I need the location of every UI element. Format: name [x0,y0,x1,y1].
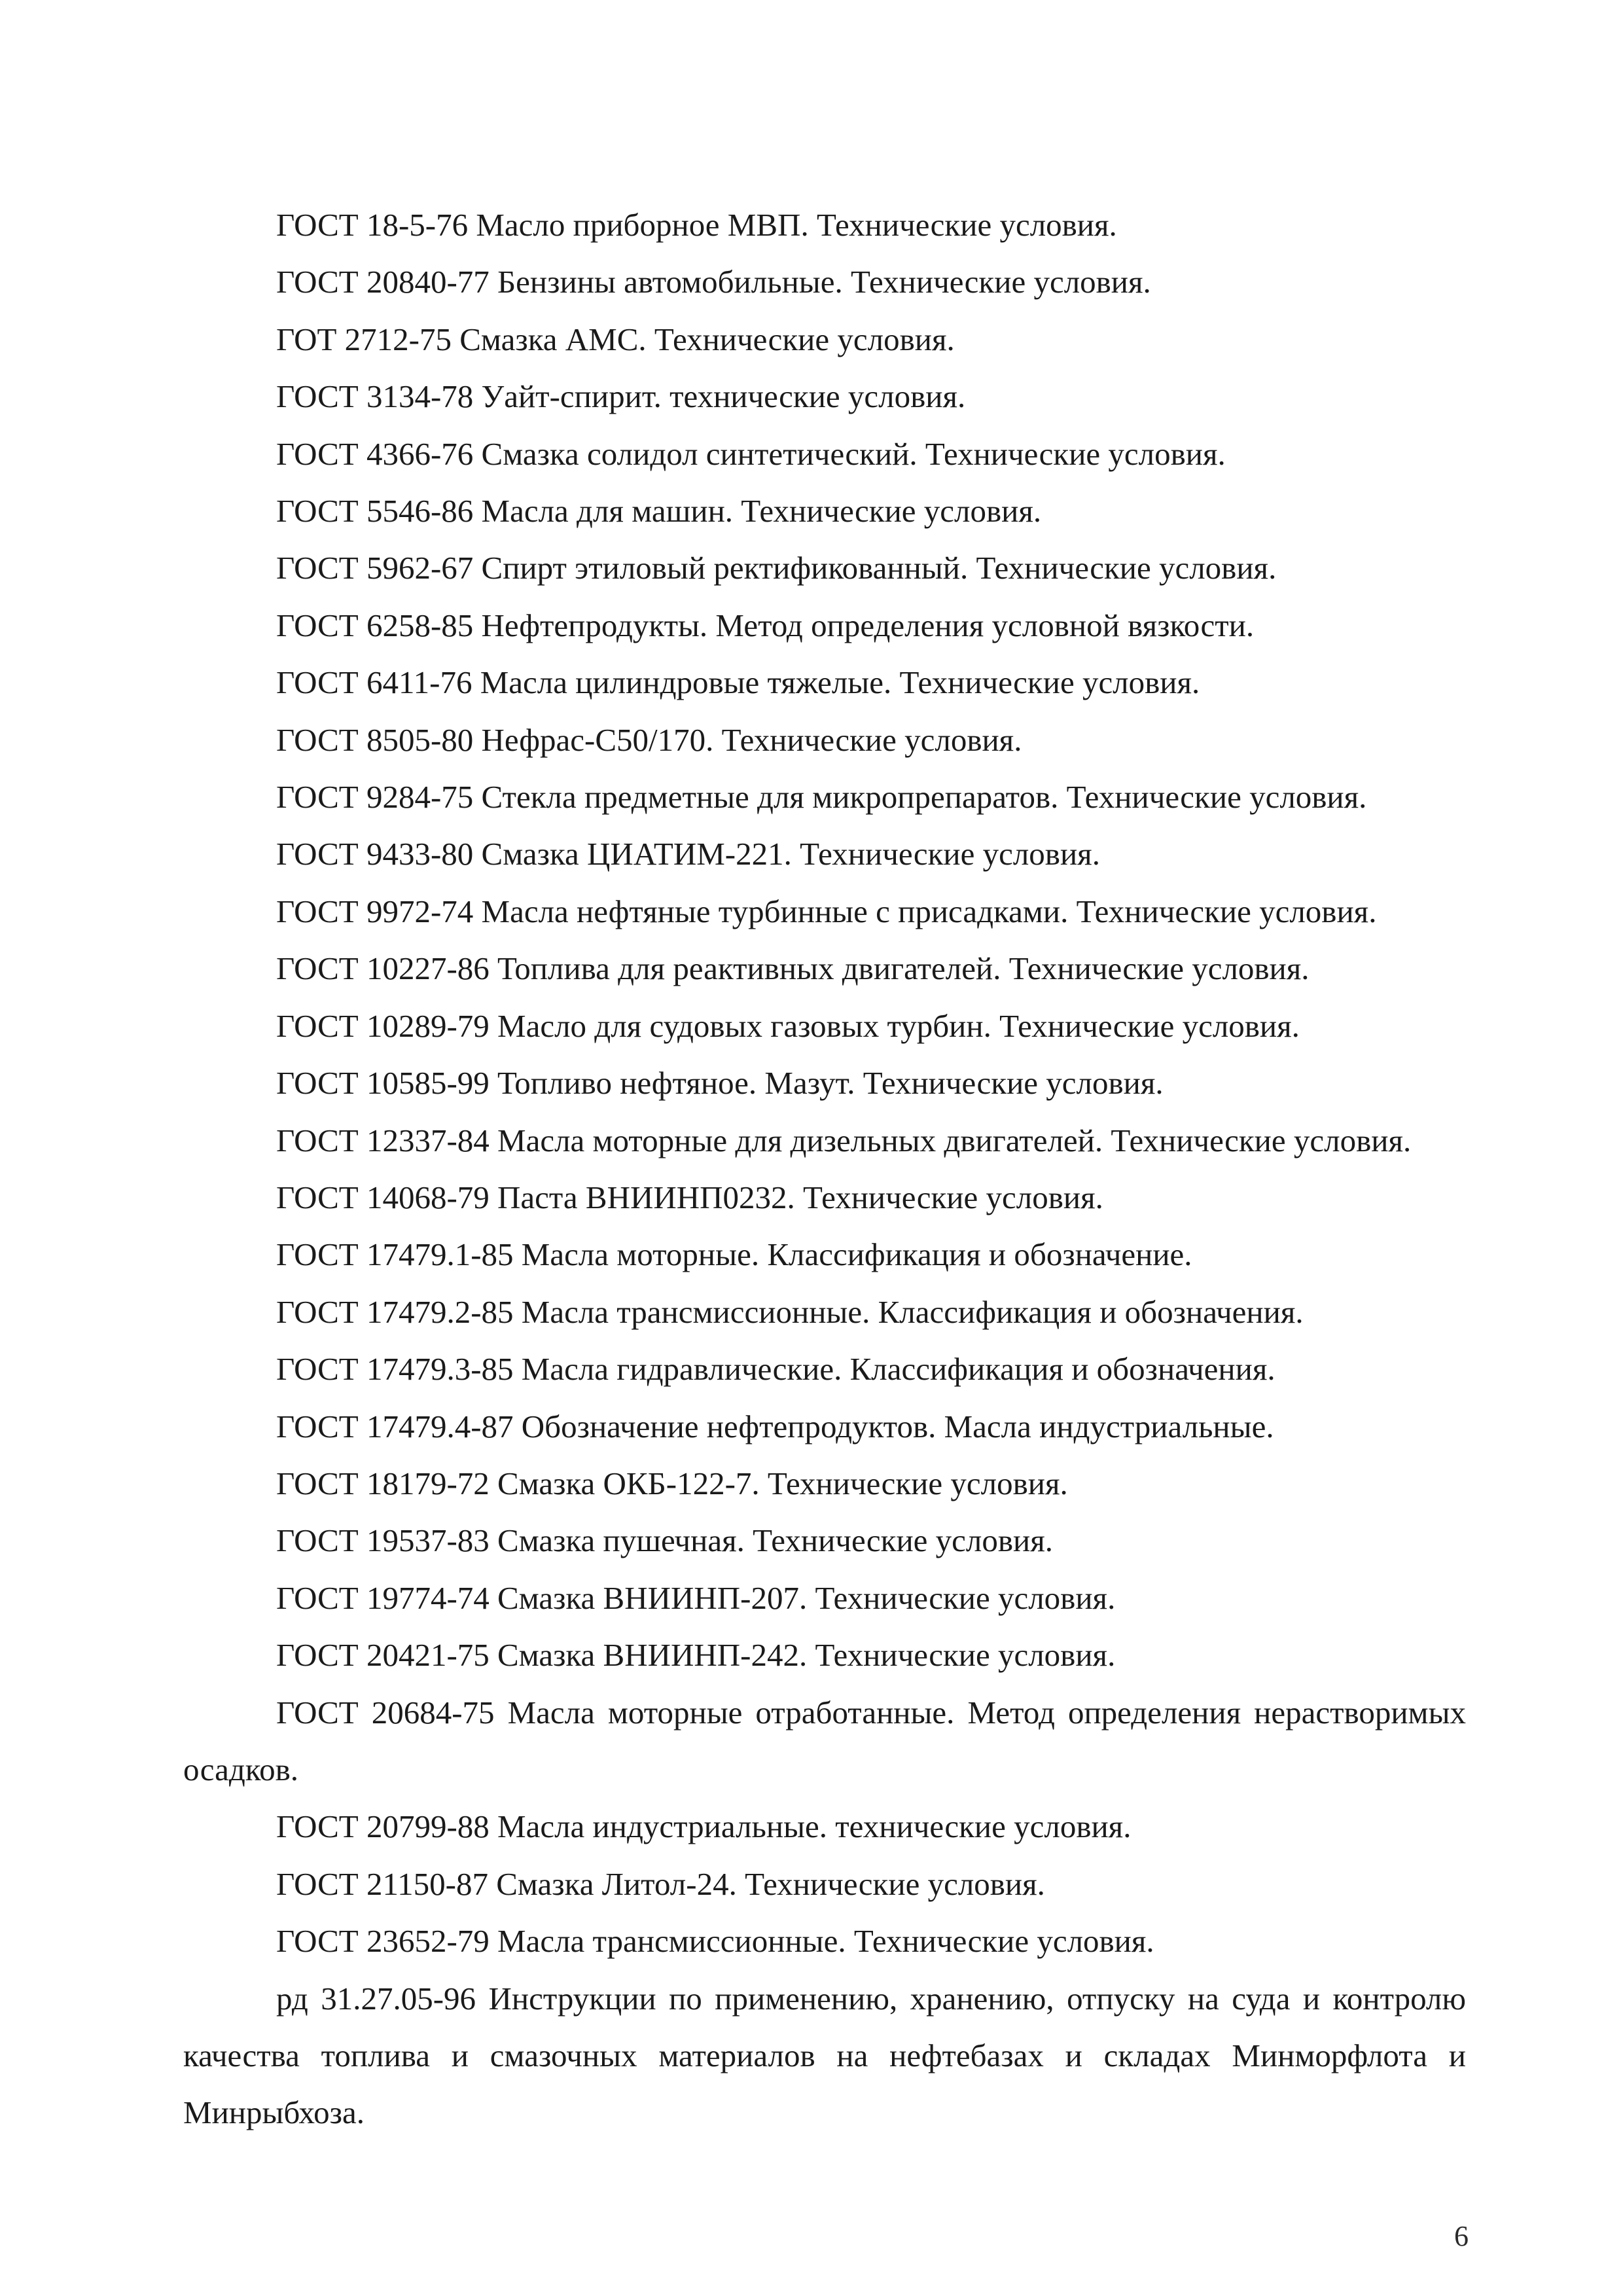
reference-item: ГОСТ 17479.4-87 Обозначение нефтепродуктов. Масла индустриальные. [276,1408,1274,1444]
normative-references-list [183,196,1466,2142]
reference-item: ГОСТ 17479.3-85 Масла гидравлические. Классификация и обозначения. [276,1351,1275,1388]
reference-item: ГОСТ 18179-72 Смазка ОКБ-122-7. Технические условия. [276,1465,1068,1501]
reference-item: ГОСТ 9433-80 Смазка ЦИАТИМ-221. Технические условия. [276,836,1100,872]
reference-item: рд 31.27.05-96 Инструкции по применению, хранению, отпуску на суда и контролю качества топлива и смазочных материалов на нефтебазах и складах Минморфлота и Минрыбхоза. [183,1980,1466,2131]
reference-item: ГОСТ 19774-74 Смазка ВНИИНП-207. Технические условия. [276,1579,1116,1616]
reference-item: ГОСТ 14068-79 Паста ВНИИНП0232. Технические условия. [276,1179,1103,1215]
reference-item: ГОСТ 12337-84 Масла моторные для дизельных двигателей. Технические условия. [276,1122,1412,1158]
reference-item: ГОСТ 17479.2-85 Масла трансмиссионные. Классификация и обозначения. [276,1293,1304,1330]
reference-item: ГОСТ 4366-76 Смазка солидол синтетический. Технические условия. [276,435,1226,472]
reference-item: ГОСТ 21150-87 Смазка Литол-24. Технические условия. [276,1865,1045,1902]
reference-item: ГОСТ 20799-88 Масла индустриальные. технические условия. [276,1808,1132,1845]
reference-item: ГОСТ 9972-74 Масла нефтяные турбинные с присадками. Технические условия. [276,893,1377,929]
reference-item: ГОСТ 10227-86 Топлива для реактивных двигателей. Технические условия. [276,950,1310,987]
reference-item: ГОСТ 20684-75 Масла моторные отработанные. Метод определения нерастворимых осадков. [183,1694,1466,1787]
reference-item: ГОСТ 8505-80 Нефрас-С50/170. Технические условия. [276,721,1022,758]
reference-item: ГОСТ 5546-86 Масла для машин. Технические условия. [276,493,1042,529]
reference-item: ГОСТ 10585-99 Топливо нефтяное. Мазут. Технические условия. [276,1065,1164,1102]
reference-item: ГОСТ 23652-79 Масла трансмиссионные. Технические условия. [276,1923,1154,1960]
reference-item: ГОСТ 6258-85 Нефтепродукты. Метод определения условной вязкости. [276,607,1255,643]
reference-item: ГОСТ 10289-79 Масло для судовых газовых турбин. Технические условия. [276,1007,1300,1044]
reference-item: ГОТ 2712-75 Смазка АМС. Технические условия. [276,321,955,357]
reference-item: ГОСТ 9284-75 Стекла предметные для микропрепаратов. Технические условия. [276,779,1367,816]
reference-item: ГОСТ 20840-77 Бензины автомобильные. Технические условия. [276,264,1151,300]
reference-item: ГОСТ 18-5-76 Масло приборное МВП. Технические условия. [276,207,1117,243]
reference-item: ГОСТ 6411-76 Масла цилиндровые тяжелые. Технические условия. [276,664,1200,701]
reference-item: ГОСТ 3134-78 Уайт-спирит. технические условия. [276,378,966,415]
reference-item: ГОСТ 17479.1-85 Масла моторные. Классификация и обозначение. [276,1236,1192,1273]
reference-item: ГОСТ 19537-83 Смазка пушечная. Технические условия. [276,1522,1054,1559]
page-number: 6 [1454,2220,1469,2252]
reference-item: ГОСТ 5962-67 Спирт этиловый ректификованный. Технические условия. [276,550,1277,586]
reference-item: ГОСТ 20421-75 Смазка ВНИИНП-242. Технические условия. [276,1637,1116,1674]
